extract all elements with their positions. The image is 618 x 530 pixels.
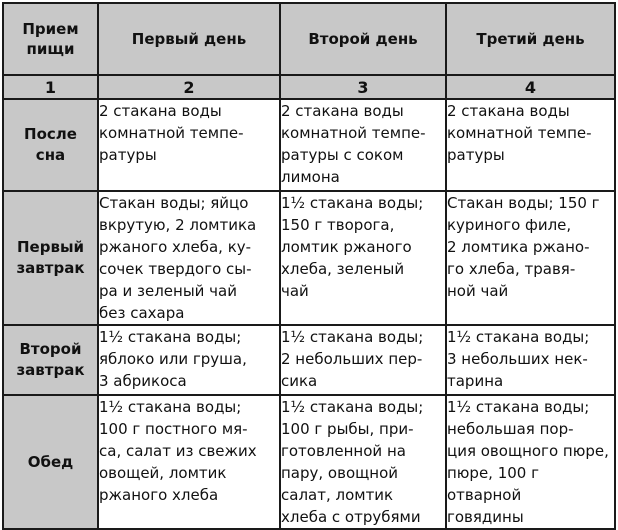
table-row-second-breakfast bbox=[3, 325, 615, 395]
column-number-4: 4 bbox=[446, 75, 615, 99]
header-day-2: Второй день bbox=[280, 3, 446, 75]
column-number-row bbox=[3, 75, 615, 99]
cell-after-sleep-day-1: 2 стакана воды комнатной темпе- ратуры bbox=[98, 99, 280, 191]
cell-first-breakfast-day-1: Стакан воды; яйцо вкрутую, 2 ломтика ржаного хлеба, ку- сочек твердого сы- ра и зеленый чай без сахара bbox=[98, 191, 280, 325]
header-row bbox=[3, 3, 615, 75]
cell-lunch-day-2: 1½ стакана воды; 100 г рыбы, при- готовленной на пару, овощной салат, ломтик хлеба с отрубями bbox=[280, 395, 446, 529]
table-row-lunch bbox=[3, 395, 615, 529]
cell-second-breakfast-day-2: 1½ стакана воды; 2 небольших пер- сика bbox=[280, 325, 446, 395]
header-day-1: Первый день bbox=[98, 3, 280, 75]
cell-lunch-day-3: 1½ стакана воды; небольшая пор- ция овощного пюре, пюре, 100 г отварной говядины bbox=[446, 395, 615, 529]
meal-label-first-breakfast: Первый завтрак bbox=[3, 191, 98, 325]
meal-label-lunch: Обед bbox=[3, 395, 98, 529]
header-day-3: Третий день bbox=[446, 3, 615, 75]
cell-first-breakfast-day-3: Стакан воды; 150 г куриного филе, 2 ломтика ржано- го хлеба, травя- ной чай bbox=[446, 191, 615, 325]
column-number-3: 3 bbox=[280, 75, 446, 99]
cell-first-breakfast-day-2: 1½ стакана воды; 150 г творога, ломтик ржаного хлеба, зеленый чай bbox=[280, 191, 446, 325]
cell-after-sleep-day-2: 2 стакана воды комнатной темпе- ратуры с соком лимона bbox=[280, 99, 446, 191]
meal-label-after-sleep: После сна bbox=[3, 99, 98, 191]
table-row-first-breakfast bbox=[3, 191, 615, 325]
header-meal: Прием пищи bbox=[3, 3, 98, 75]
meal-label-second-breakfast: Второй завтрак bbox=[3, 325, 98, 395]
cell-after-sleep-day-3: 2 стакана воды комнатной темпе- ратуры bbox=[446, 99, 615, 191]
cell-second-breakfast-day-3: 1½ стакана воды; 3 небольших нек- тарина bbox=[446, 325, 615, 395]
table-row-after-sleep bbox=[3, 99, 615, 191]
column-number-2: 2 bbox=[98, 75, 280, 99]
cell-lunch-day-1: 1½ стакана воды; 100 г постного мя- са, салат из свежих овощей, ломтик ржаного хлеба bbox=[98, 395, 280, 529]
column-number-1: 1 bbox=[3, 75, 98, 99]
cell-second-breakfast-day-1: 1½ стакана воды; яблоко или груша, 3 абрикоса bbox=[98, 325, 280, 395]
meal-plan-table bbox=[2, 2, 616, 530]
